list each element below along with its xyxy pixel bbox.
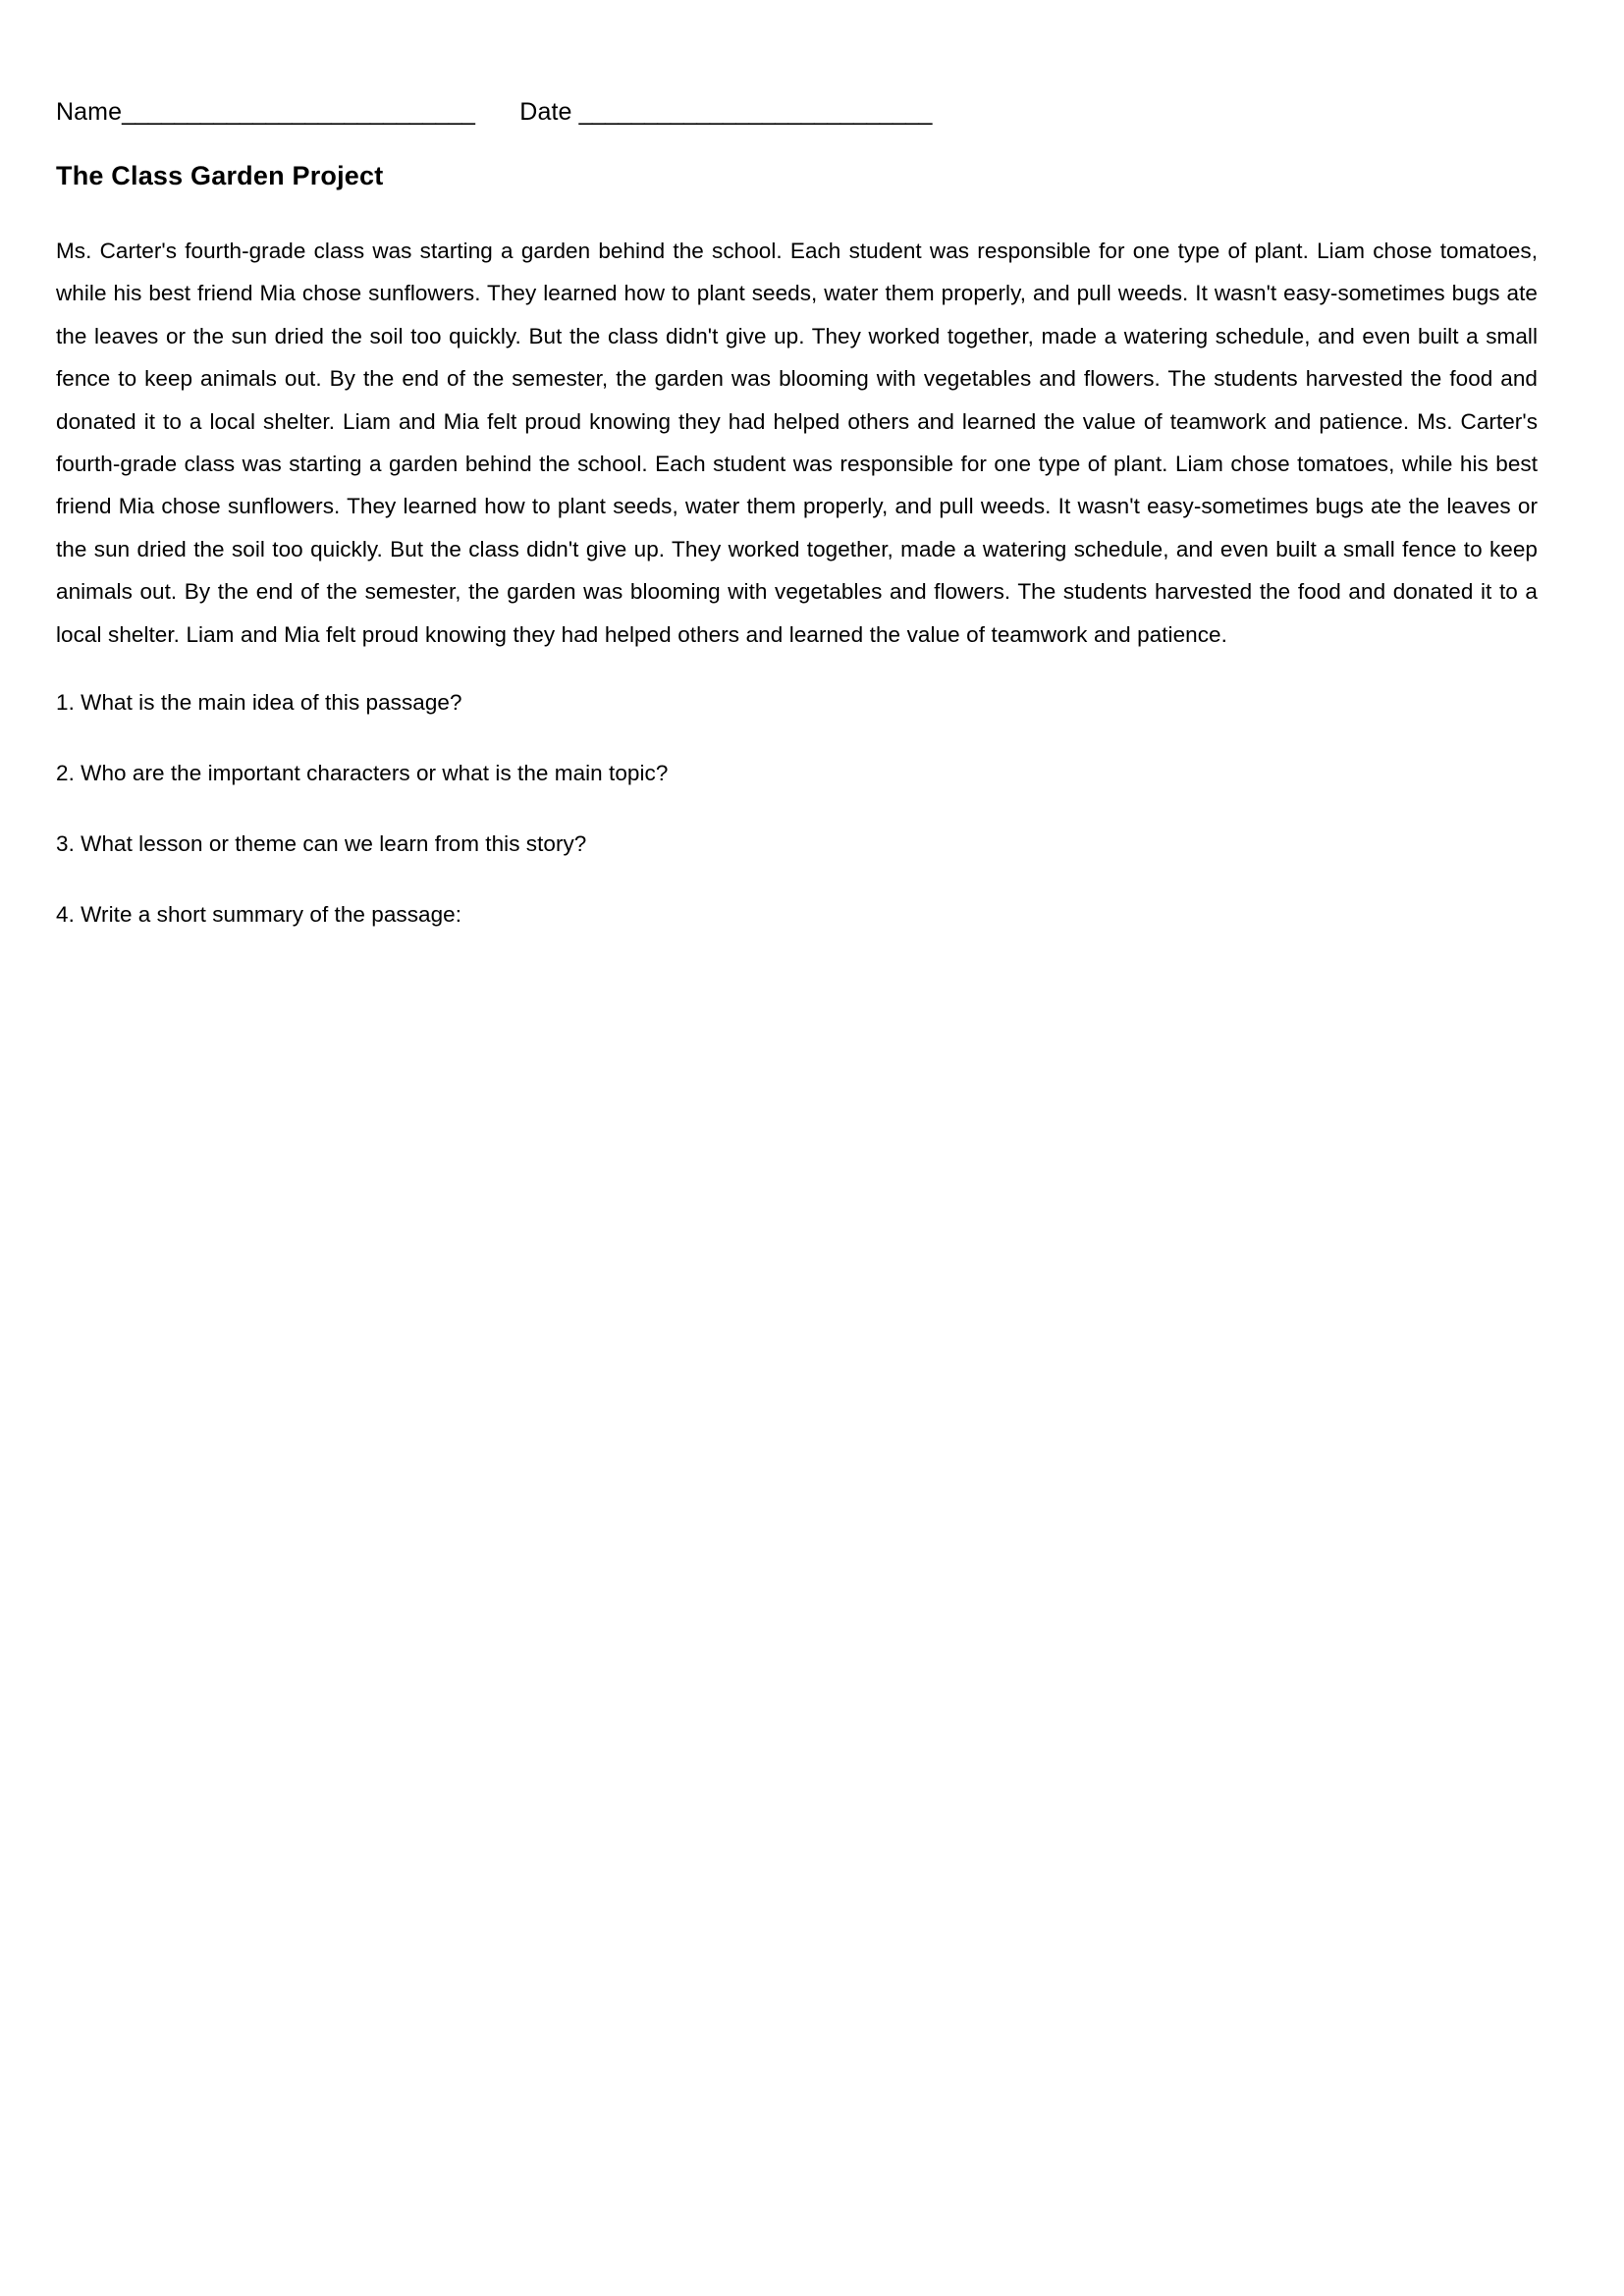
page-content (56, 0, 1538, 930)
question-item-1: 1. What is the main idea of this passage? (56, 690, 462, 716)
name-label: Name (56, 98, 123, 126)
page-title: The Class Garden Project (56, 161, 384, 190)
question-list (56, 688, 1538, 930)
date-write-in-rule[interactable]: ___________________________ (578, 98, 932, 126)
date-label: Date (519, 98, 572, 126)
question-item-3: 3. What lesson or theme can we learn from this story? (56, 831, 587, 857)
name-date-header (56, 96, 1538, 128)
name-write-in-rule[interactable]: ___________________________ (122, 98, 475, 126)
reading-passage: Ms. Carter's fourth-grade class was starting a garden behind the school. Each student was responsible for one type of plant. Liam chose tomatoes, while his best friend Mia chose sunflowers. They learned how to plant seeds, water them properly, and pull weeds. It wasn't easy-sometimes bugs ate the leaves or the sun dried the soil too quickly. But the class didn't give up. They worked together, made a watering schedule, and even built a small fence to keep animals out. By the end of the semester, the garden was blooming with vegetables and flowers. The students harvested the food and donated it to a local shelter. Liam and Mia felt proud knowing they had helped others and learned the value of teamwork and patience. Ms. Carter's fourth-grade class was starting a garden behind the school. Each student was responsible for one type of plant. Liam chose tomatoes, while his best friend Mia chose sunflowers. They learned how to plant seeds, water them properly, and pull weeds. It wasn't easy-sometimes bugs ate the leaves or the sun dried the soil too quickly. But the class didn't give up. They worked together, made a watering schedule, and even built a small fence to keep animals out. By the end of the semester, the garden was blooming with vegetables and flowers. The students harvested the food and donated it to a local shelter. Liam and Mia felt proud knowing they had helped others and learned the value of teamwork and patience. (56, 239, 1538, 647)
question-item-4: 4. Write a short summary of the passage: (56, 902, 462, 928)
question-item-2: 2. Who are the important characters or what is the main topic? (56, 761, 669, 786)
date-label-space (572, 98, 579, 126)
